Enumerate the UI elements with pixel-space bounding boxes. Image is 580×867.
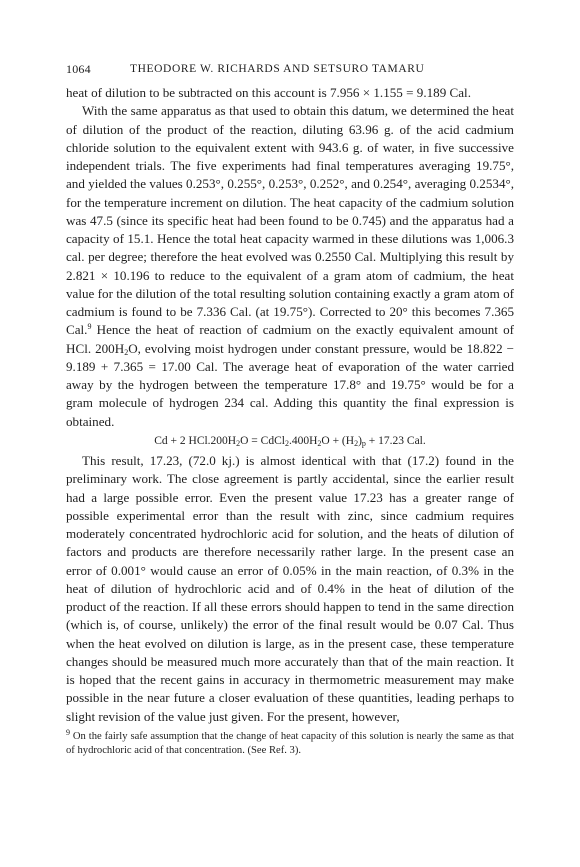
page-header <box>66 60 514 78</box>
subscript: 2 <box>124 347 129 357</box>
page-number: 1064 <box>66 62 91 76</box>
equation-subscript: 2 <box>317 438 322 448</box>
paragraph-dilution-text: With the same apparatus as that used to obtain this datum, we determined the heat of dilution of the product of the reaction, diluting 63.96 g. of the acid cadmium chloride solution to the equivalent extent with 943.6 g. of water, in five successive independent trials. The five experiments had final temperatures averaging 19.75°, and yielded the values 0.253°, 0.255°, 0.253°, 0.252°, and 0.254°, averaging 0.2534°, for the temperature increment on dilution. The heat capacity of the cadmium solution was 47.5 (since its specific heat had been found to be 0.745) and the apparatus had a capacity of 15.1. Hence the total heat capacity warmed in these dilutions was 1,006.3 cal. per degree; therefore the heat evolved was 0.2550 Cal. Multiplying this result by 2.821 × 10.196 to reduce to the equivalent of a gram atom of cadmium, the heat value for the dilution of the total resulting solution containing exactly a gram atom of cadmium is found to be 7.336 Cal. (at 19.75°). Corrected to 20° this becomes 7.365 Cal. <box>66 103 514 338</box>
equation-part: Cd + 2 HCl.200H <box>154 434 237 447</box>
footnote-text: On the fairly safe assumption that the change of heat capacity of this solution is nearly the same as that of hydrochloric acid of that concentration. (See Ref. 3). <box>66 730 514 756</box>
paragraph-reaction-text-end: O, evolving moist hydrogen under constant pressure, would be 18.822 − 9.189 + 7.365 = 17.00 Cal. The average heat of evaporation of the water carried away by the hydrogen between the temperature 17.8° and 19.75° would be for a gram molecule of hydrogen 234 cal. Adding this quantity the final expression is obtained. <box>66 340 514 429</box>
footnote-reference: 9 <box>87 322 92 332</box>
running-title: THEODORE W. RICHARDS AND SETSURO TAMARU <box>130 63 425 75</box>
paragraph-reaction-text: Hence the heat of reaction of cadmium on the exactly equivalent amount of HCl. 200H <box>66 322 514 356</box>
equation-part: O + (H <box>321 434 355 447</box>
footnote <box>66 727 514 758</box>
equation-part: + 17.23 Cal. <box>365 434 426 447</box>
paragraph-dilution-measurement <box>66 102 514 431</box>
equation-part: ) <box>358 434 362 447</box>
journal-page <box>66 60 514 758</box>
equation-subscript: 2 <box>236 438 241 448</box>
paragraph-discussion: This result, 17.23, (72.0 kj.) is almost identical with that (17.2) found in the preliminary work. The close agreement is partly accidental, since the earlier result had a large possible error. Even the present value 17.23 has a greater range of possible experimental error than the result with zinc, since cadmium requires moderately concentrated hydrochloric acid for solution, and the heats of dilution of factors and products are therefore necessarily rather large. In the present case an error of 0.001° would cause an error of 0.05% in the main reaction, of 0.3% in the heat of dilution of hydrochloric acid and of 0.4% in the heat of dilution of the product of the reaction. If all these errors should happen to tend in the same direction (which is, of course, unlikely) the error of the final result would be 0.07 Cal. Thus when the heat evolved on dilution is large, as in the present case, these temperature changes should be measured much more accurately than that of the main reaction. It is hoped that the recent gains in accuracy in thermometric measurement may make possible in the near future a closer evaluation of these quantities, leading perhaps to slight revision of the value just given. For the present, however, <box>66 453 514 724</box>
footnote-mark: 9 <box>66 727 70 737</box>
equation-subscript: 2 <box>354 438 359 448</box>
equation-part: O = CdCl <box>240 434 285 447</box>
chemical-equation <box>66 432 514 450</box>
equation-subscript: 2 <box>284 438 289 448</box>
paragraph-continued: heat of dilution to be subtracted on this account is 7.956 × 1.155 = 9.189 Cal. <box>66 85 471 100</box>
equation-subscript: p <box>361 438 366 448</box>
equation-part: .400H <box>288 434 318 447</box>
